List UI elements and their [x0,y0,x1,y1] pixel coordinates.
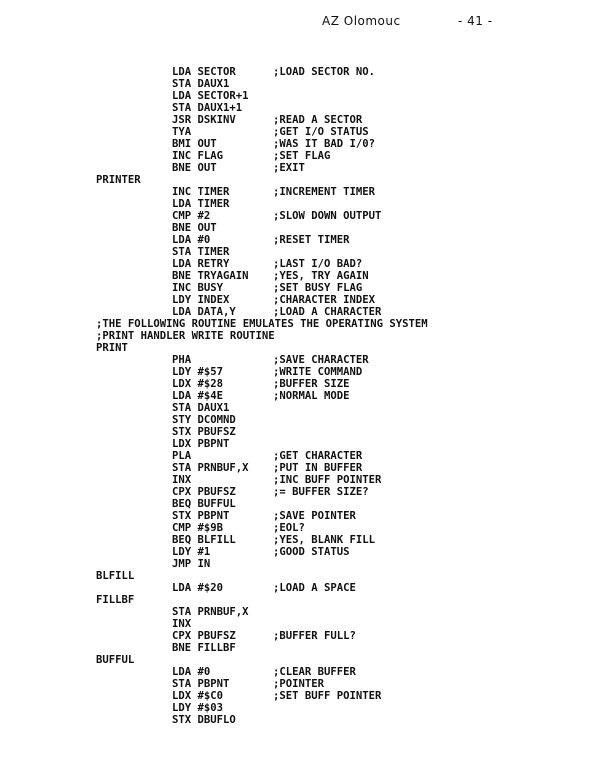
code-label-line [0,594,600,606]
instruction-text: LDX #$28 [172,378,224,390]
comment-text: ;GET CHARACTER [273,450,363,462]
code-line [0,210,600,222]
code-line [0,402,600,414]
instruction-text: LDA SECTOR+1 [172,90,249,102]
code-line [0,258,600,270]
instruction-text: JSR DSKINV [172,114,236,126]
code-line [0,582,600,594]
label-text: BUFFUL [96,654,135,666]
code-line [0,678,600,690]
comment-text: ;WAS IT BAD I/0? [273,138,376,150]
comment-text: ;LOAD SECTOR NO. [273,66,376,78]
code-line [0,702,600,714]
instruction-text: BNE OUT [172,222,217,234]
instruction-text: LDX #$C0 [172,690,224,702]
comment-text: ;READ A SECTOR [273,114,363,126]
instruction-text: LDY #$57 [172,366,224,378]
instruction-text: JMP IN [172,558,211,570]
instruction-text: STA PRNBUF,X [172,462,249,474]
code-line [0,498,600,510]
comment-text: ;WRITE COMMAND [273,366,363,378]
header-title: AZ Olomouc [322,14,401,28]
code-line [0,618,600,630]
code-line [0,162,600,174]
instruction-text: LDY #$03 [172,702,224,714]
instruction-text: CPX PBUFSZ [172,630,236,642]
instruction-text: PLA [172,450,192,462]
code-line [0,186,600,198]
comment-text: ;YES, BLANK FILL [273,534,376,546]
code-line [0,714,600,726]
comment-line [0,318,600,330]
code-line [0,282,600,294]
instruction-text: INX [172,618,192,630]
label-text: FILLBF [96,594,135,606]
code-line [0,486,600,498]
comment-text: ;SET FLAG [273,150,331,162]
instruction-text: PHA [172,354,192,366]
instruction-text: LDA RETRY [172,258,230,270]
code-line [0,426,600,438]
label-text: BLFILL [96,570,135,582]
instruction-text: BNE OUT [172,162,217,174]
code-line [0,666,600,678]
instruction-text: BMI OUT [172,138,217,150]
instruction-text: BNE TRYAGAIN [172,270,249,282]
code-line [0,66,600,78]
instruction-text: CMP #2 [172,210,211,222]
instruction-text: LDA SECTOR [172,66,236,78]
instruction-text: STA TIMER [172,246,230,258]
comment-text: ;SLOW DOWN OUTPUT [273,210,382,222]
page-header [0,14,600,34]
instruction-text: STX PBUFSZ [172,426,236,438]
code-line [0,246,600,258]
code-line [0,630,600,642]
comment-line [0,330,600,342]
instruction-text: LDA TIMER [172,198,230,210]
code-line [0,450,600,462]
code-line [0,642,600,654]
instruction-text: LDY INDEX [172,294,230,306]
code-label-line [0,174,600,186]
comment-text: ;SAVE CHARACTER [273,354,369,366]
comment-text: ;POINTER [273,678,325,690]
instruction-text: STX PBPNT [172,510,230,522]
comment-text: ;SET BUSY FLAG [273,282,363,294]
code-line [0,390,600,402]
instruction-text: LDA DATA,Y [172,306,236,318]
comment-text: ;INC BUFF POINTER [273,474,382,486]
code-line [0,462,600,474]
code-line [0,198,600,210]
comment-text: ;PRINT HANDLER WRITE ROUTINE [96,330,275,342]
comment-text: ;THE FOLLOWING ROUTINE EMULATES THE OPERATING SYSTEM [96,318,428,330]
code-line [0,270,600,282]
instruction-text: STA DAUX1 [172,78,230,90]
instruction-text: LDA #$20 [172,582,224,594]
instruction-text: INC BUSY [172,282,224,294]
code-line [0,522,600,534]
comment-text: ;LOAD A CHARACTER [273,306,382,318]
code-line [0,690,600,702]
code-line [0,126,600,138]
comment-text: ;GET I/O STATUS [273,126,369,138]
instruction-text: INC FLAG [172,150,224,162]
code-line [0,138,600,150]
label-text: PRINT [96,342,128,354]
code-line [0,114,600,126]
instruction-text: STA DAUX1 [172,402,230,414]
comment-text: ;BUFFER FULL? [273,630,356,642]
code-line [0,474,600,486]
code-line [0,150,600,162]
code-line [0,234,600,246]
code-line [0,78,600,90]
code-line [0,90,600,102]
instruction-text: BEQ BUFFUL [172,498,236,510]
comment-text: ;PUT IN BUFFER [273,462,363,474]
instruction-text: LDA #0 [172,666,211,678]
instruction-text: LDX PBPNT [172,438,230,450]
code-line [0,534,600,546]
instruction-text: STX DBUFLO [172,714,236,726]
comment-text: ;GOOD STATUS [273,546,350,558]
comment-text: ;LAST I/O BAD? [273,258,363,270]
code-label-line [0,342,600,354]
comment-text: ;SAVE POINTER [273,510,356,522]
instruction-text: STY DCOMND [172,414,236,426]
comment-text: ;= BUFFER SIZE? [273,486,369,498]
code-line [0,306,600,318]
page-number: - 41 - [458,14,493,28]
instruction-text: BEQ BLFILL [172,534,236,546]
code-line [0,354,600,366]
code-label-line [0,570,600,582]
instruction-text: STA PBPNT [172,678,230,690]
code-line [0,222,600,234]
assembly-listing [0,66,600,726]
instruction-text: LDY #1 [172,546,211,558]
comment-text: ;NORMAL MODE [273,390,350,402]
comment-text: ;BUFFER SIZE [273,378,350,390]
instruction-text: INX [172,474,192,486]
code-line [0,294,600,306]
code-line [0,510,600,522]
instruction-text: INC TIMER [172,186,230,198]
code-line [0,438,600,450]
comment-text: ;INCREMENT TIMER [273,186,376,198]
comment-text: ;CLEAR BUFFER [273,666,356,678]
code-line [0,546,600,558]
instruction-text: BNE FILLBF [172,642,236,654]
instruction-text: STA PRNBUF,X [172,606,249,618]
comment-text: ;EXIT [273,162,305,174]
code-line [0,366,600,378]
comment-text: ;CHARACTER INDEX [273,294,376,306]
comment-text: ;SET BUFF POINTER [273,690,382,702]
instruction-text: CPX PBUFSZ [172,486,236,498]
code-line [0,378,600,390]
code-line [0,558,600,570]
code-line [0,606,600,618]
comment-text: ;LOAD A SPACE [273,582,356,594]
label-text: PRINTER [96,174,141,186]
instruction-text: STA DAUX1+1 [172,102,243,114]
comment-text: ;EOL? [273,522,305,534]
code-line [0,102,600,114]
instruction-text: TYA [172,126,192,138]
instruction-text: LDA #$4E [172,390,224,402]
instruction-text: LDA #0 [172,234,211,246]
instruction-text: CMP #$9B [172,522,224,534]
code-label-line [0,654,600,666]
comment-text: ;RESET TIMER [273,234,350,246]
comment-text: ;YES, TRY AGAIN [273,270,369,282]
code-line [0,414,600,426]
